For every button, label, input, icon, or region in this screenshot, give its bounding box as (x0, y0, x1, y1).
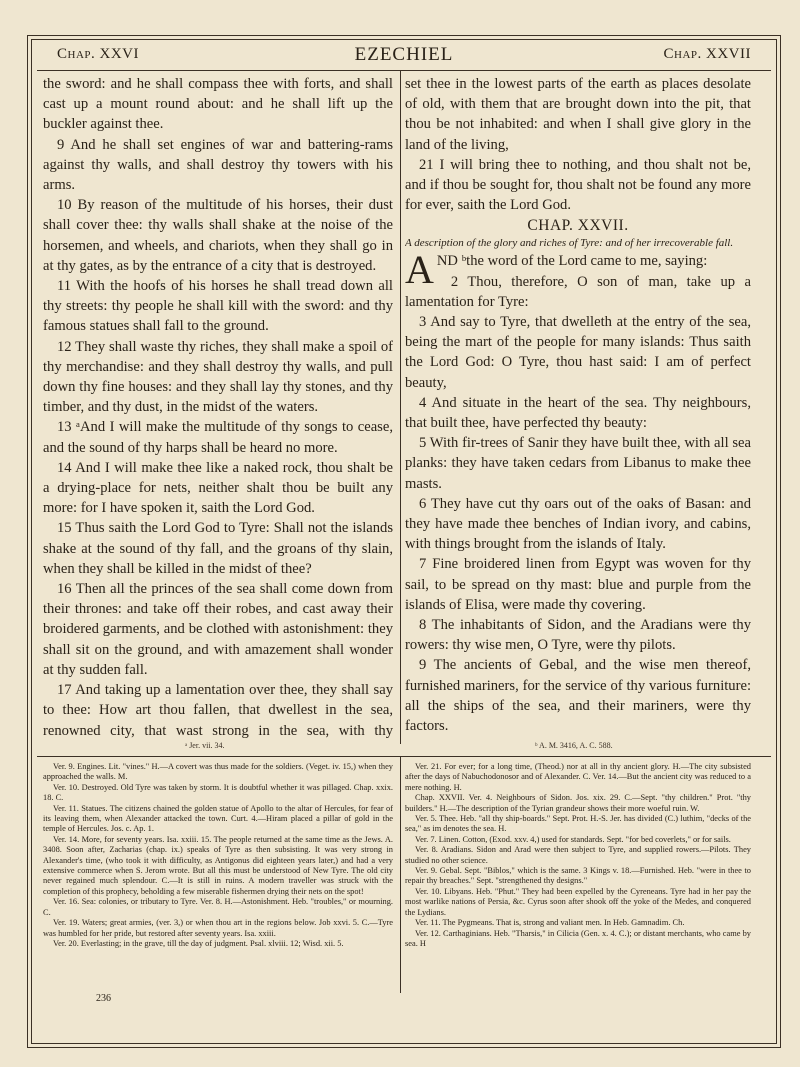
commentary-note: Ver. 10. Libyans. Heb. "Phut." They had been expelled by the Cyreneans. Tyre had in her pay the most warlike nations of Persia, &c. Cyrus soon after shook off the yoke of the Medes, and conquered the Lydians. (405, 886, 751, 917)
verse-paragraph: 16 Then all the princes of the sea shall come down from their thrones: and take off their robes, and cast away their broidered garments, and be clothed with astonishment: they shall sit on the ground, and with amazement shall wonder at thy sudden fall. (43, 581, 393, 678)
footnote-right: ᵇ A. M. 3416, A. C. 588. (535, 741, 613, 750)
verse-paragraph: 11 With the hoofs of his horses he shall tread down all thy streets: thy people he shall kill with the sword: and thy famous statues shall fall to the ground. (43, 278, 393, 335)
verse-paragraph: 5 With fir-trees of Sanir they have built thee, with all sea planks: they have taken cedars from Libanus to make thee masts. (405, 435, 751, 492)
header-chapter-right: Chap. XXVII (663, 46, 751, 62)
verse-paragraph: 8 The inhabitants of Sidon, and the Aradians were thy rowers: thy wise men, O Tyre, were thy pilots. (405, 617, 751, 654)
verse-paragraph (405, 736, 751, 739)
verse-paragraph: 9 And he shall set engines of war and battering-rams against thy walls, and shall destroy thy towers with his arms. (43, 136, 393, 194)
verse-paragraph: 6 They have cut thy oars out of the oaks of Basan: and they have made thee benches of Indian ivory, and cabins, with things brought from the islands of Italy. (405, 495, 751, 553)
commentary-left (43, 762, 393, 1007)
commentary-note: Ver. 21. For ever; for a long time, (Theod.) nor at all in thy ancient glory. H.—The city subsisted after the days of Nabuchodonosor and of Alexander. C. Ver. 14.—But the ancient city was reduced to a mere nothing. H. (405, 762, 751, 792)
commentary-note: Ver. 11. The Pygmeans. That is, strong and valiant men. In Heb. Gamnadim. Ch. (415, 918, 685, 928)
page-number: 236 (96, 993, 111, 1004)
first-verse-text: ND ᵇthe word of the Lord came to me, saying: (436, 253, 708, 270)
commentary-note: Ver. 20. Everlasting; in the grave, till the day of judgment. Psal. xlviii. 12; Wisd. xii. 5. (53, 938, 344, 948)
chapter-heading: CHAP. XXVII. (527, 217, 629, 235)
verse-paragraph: 13 ᵃAnd I will make the multitude of thy songs to cease, and the sound of thy harps shall be heard no more. (43, 419, 393, 456)
verse-paragraph: 12 They shall waste thy riches, they shall make a spoil of thy merchandise: and they shall destroy thy walls, and pull down thy fine houses: and they shall lay thy stones, and thy timber, and thy dust, in the midst of the waters. (43, 338, 393, 416)
column-divider (400, 71, 401, 744)
chapter-summary: A description of the glory and riches of Tyre: and of her irrecoverable fall. (405, 237, 734, 250)
commentary-note: Ver. 9. Engines. Lit. "vines." H.—A covert was thus made for the soldiers. (Veget. iv. 15,) when they approached the walls. M. (43, 762, 393, 782)
verse-paragraph: 4 And situate in the heart of the sea. Thy neighbours, that built thee, have perfected thy beauty: (405, 394, 751, 432)
verse-paragraph: 9 The ancients of Gebal, and the wise men thereof, furnished mariners, for the service of thy various furniture: all the ships of the sea, and their mariners, were thy factors. (405, 657, 751, 735)
left-text-column (43, 74, 393, 739)
verse-paragraph: 10 By reason of the multitude of his horses, their dust shall cover thee: thy walls shall shake at the noise of the horsemen, and wheels, and chariots, when they shall go in at thy gates, as by the entrance of a city that is destroyed. (43, 197, 393, 274)
verse-paragraph: 17 And taking up a lamentation over thee, they shall say to thee: How art thou fallen, that dwellest in the sea, renowned city, that wast strong in the sea, with thy (43, 682, 393, 739)
commentary-note: Ver. 14. More, for seventy years. Isa. xxiii. 15. The people returned at the same time as the Jews. A. 3408. Soon after, Zacharias (chap. ix.) speaks of Tyre as then subsisting. It was very strong in Alexander's time, (who took it with difficulty, as Antigonus did eighteen years later,) and had a very extensive commerce when S. Jerom wrote. But all this must be understood of New Tyre. The old city never regained much splendour. C.—It is still in ruins. A modern traveller was struck with the completion of this prophecy, beholding a few miserable fishermen drying their nets on the spot! (43, 834, 393, 896)
commentary-note: Ver. 7. Linen. Cotton, (Exod. xxv. 4,) used for standards. Sept. "for bed coverlets," or for sails. (415, 834, 731, 844)
verse-paragraph: 14 And I will make thee like a naked rock, thou shalt be a drying-place for nets, neither shalt thou be built any more: for I have spoken it, saith the Lord God. (43, 459, 393, 517)
notes-column-divider (400, 757, 401, 993)
verse-paragraph: the sword: and he shall compass thee with forts, and shall cast up a mount round about: and he shall lift up the buckler against thee. (43, 76, 393, 133)
commentary-note: Ver. 11. Statues. The citizens chained the golden statue of Apollo to the altar of Hercules, for fear of its leaving them, when Alexander attacked the town. Curt. 4.—Hiram placed a pillar of gold in the temple of Hercules. Jos. c. Ap. 1. (43, 803, 393, 834)
verse-paragraph: 21 I will bring thee to nothing, and thou shalt not be, and if thou be sought for, thou shalt not be found any more for ever, saith the Lord God. (405, 156, 751, 214)
drop-cap: A (405, 247, 434, 293)
footnote-left: ᵃ Jer. vii. 34. (185, 741, 225, 750)
commentary-note: Ver. 19. Waters; great armies, (ver. 3,) or when thou art in the regions below. Job xxvi. 5. C.—Tyre was humbled for her pride, but restored after seventy years. Isa. xxiii. (43, 918, 393, 938)
verse-paragraph: set thee in the lowest parts of the earth as places desolate of old, with them that are brought down into the pit, that thou be not inhabited: and when I shall give glory in the land of the living, (405, 76, 751, 153)
verse-paragraph: 3 And say to Tyre, that dwelleth at the entry of the sea, being the mart of the people for many islands: Thus saith the Lord God: O Tyre, thou hast said: I am of perfect beauty, (405, 314, 751, 391)
header-chapter-left: Chap. XXVI (57, 46, 140, 62)
verse-paragraph: 15 Thus saith the Lord God to Tyre: Shall not the islands shake at the sound of thy fall, and the groans of thy slain, when they shall be killed in the midst of thee? (43, 520, 393, 577)
verse-paragraph: 7 Fine broidered linen from Egypt was woven for thy sail, to be spread on thy mast: blue and purple from the islands of Elisa, were made thy covering. (405, 556, 751, 613)
commentary-note: Ver. 8. Aradians. Sidon and Arad were then subject to Tyre, and supplied rowers.—Pilots. They studied no other science. (405, 845, 751, 865)
commentary-note: Ver. 5. Thee. Heb. "all thy ship-boards." Sept. Prot. H.-S. Jer. has divided (C.) luthim, "decks of the sea," as im denotes the sea. H. (405, 814, 751, 834)
commentary-note: Chap. XXVII. Ver. 4. Neighbours of Sidon. Jos. xix. 29. C.—Sept. "thy children." Prot. "thy builders." H.—The description of the Tyrian grandeur shows their more woeful ruin. W. (405, 793, 751, 813)
commentary-note: Ver. 10. Destroyed. Old Tyre was taken by storm. It is doubtful whether it was pillaged. Chap. xxix. 18. C. (43, 782, 393, 803)
commentary-note: Ver. 12. Carthaginians. Heb. "Tharsis," in Cilicia (Gen. x. 4. C.); or distant merchants, who came by sea. H (405, 928, 751, 948)
header-book-title: EZECHIEL (354, 44, 454, 65)
commentary-note: Ver. 9. Gebal. Sept. "Biblos," which is the same. 3 Kings v. 18.—Furnished. Heb. "were in thee to repair thy breaches." Sept. "strengthened thy designs." (405, 866, 751, 886)
right-text-column (405, 74, 751, 739)
verse-paragraph: 2 Thou, therefore, O son of man, take up a lamentation for Tyre: (405, 273, 751, 310)
commentary-note: Ver. 16. Sea: colonies, or tributary to Tyre. Ver. 8. H.—Astonishment. Heb. "troubles," or mourning. C. (43, 897, 393, 917)
running-header (37, 42, 771, 71)
commentary-right (405, 762, 751, 1007)
notes-separator (37, 756, 771, 757)
